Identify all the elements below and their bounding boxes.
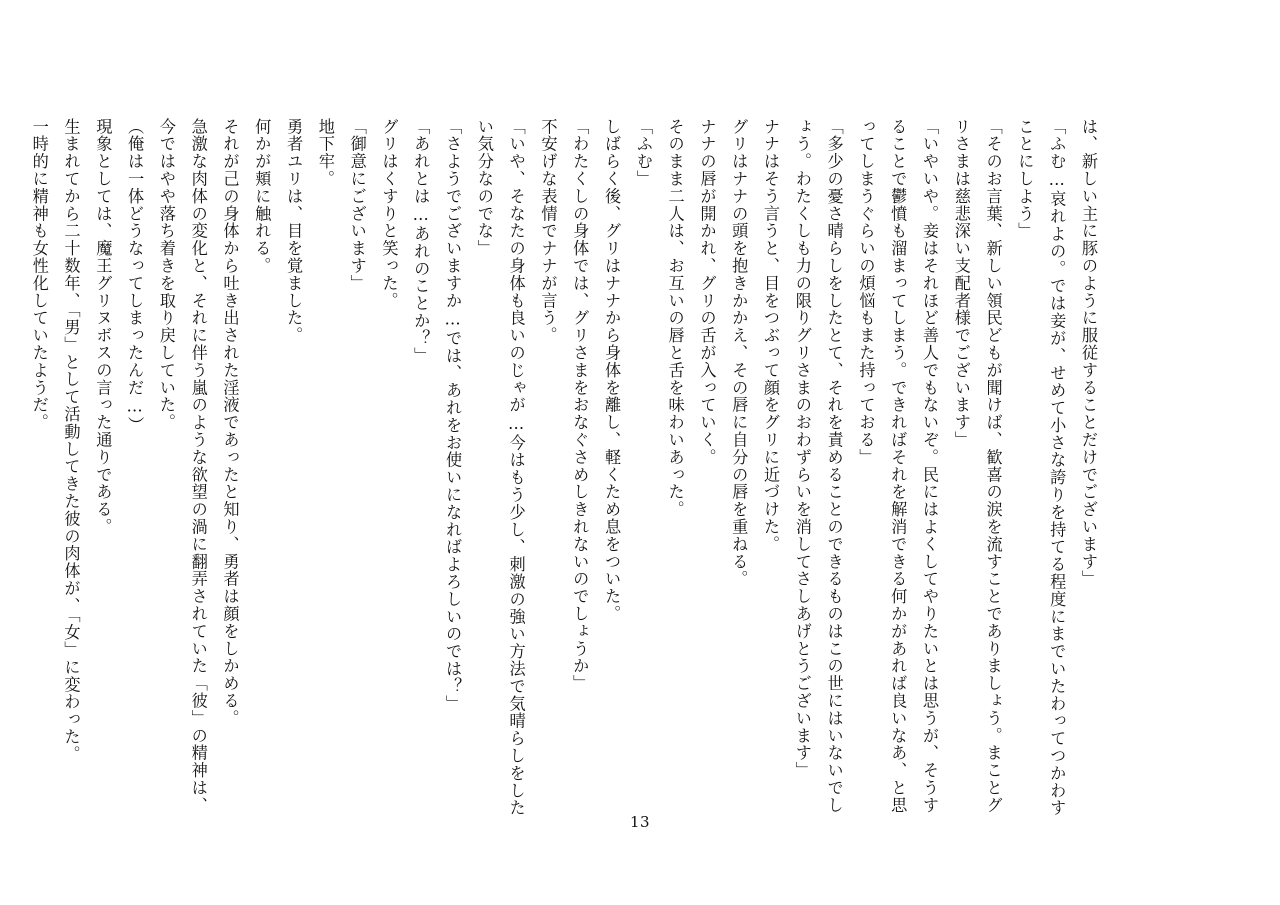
text-line: ことにしよう」 [1015,118,1035,240]
text-line: ナナの唇が開かれ、グリの舌が入っていく。 [697,118,717,466]
text-line: ってしまうぐらいの煩悩もまた持っておる」 [856,118,876,466]
text-line: 「そのお言葉、新しい領民どもが聞けば、歓喜の涙を流すことでありましょう。まことグ [983,118,1003,814]
text-line: 一時的に精神も女性化していたようだ。 [29,118,49,432]
text-line: 地下牢。 [315,118,335,188]
text-line: い気分なのでな」 [474,118,494,258]
text-line: 現象としては、魔王グリヌボスの言った通りである。 [93,118,113,536]
text-line: それが己の身体から吐き出された淫液であったと知り、勇者は顔をしかめる。 [220,118,240,727]
text-line: 生まれてから二十数年、「男」として活動してきた彼の肉体が、「女」に変わった。 [61,118,81,763]
text-line: 「さようでございますか…では、あれをお使いになればよろしいのでは？」 [443,118,463,713]
text-line: 今ではやや落ち着きを取り戻していた。 [156,118,176,432]
text-line: 「ふむ…哀れよの。では妾が、せめて小さな誇りを持てる程度にまでいたわってつかわす [1047,118,1067,817]
text-line: グリはくすりと笑った。 [379,118,399,310]
text-line: （俺は一体どうなってしまったんだ…） [125,118,145,434]
text-line: 「いや、そなたの身体も良いのじゃが…今はもう少し、刺激の強い方法で気晴らしをした [506,118,526,817]
text-line: ナナはそう言うと、目をつぶって顔をグリに近づけた。 [761,118,781,553]
text-line: そのまま二人は、お互いの唇と舌を味わいあった。 [665,118,685,519]
text-line: 「いやいや。妾はそれほど善人でもないぞ。民にはよくしてやりたいとは思うが、そうす [920,118,940,814]
text-line: しばらく後、グリはナナから身体を離し、軽くため息をついた。 [602,118,622,623]
text-line: 急激な肉体の変化と、それに伴う嵐のような欲望の渦に翻弄されていた「彼」の精神は、 [188,118,208,814]
text-line: リさまは慈悲深い支配者様でございます」 [951,118,971,449]
text-line: 「あれとは…あれのことか？」 [411,118,431,365]
text-line: グリはナナの頭を抱きかかえ、その唇に自分の唇を重ねる。 [729,118,749,588]
text-line: 何かが頬に触れる。 [252,118,272,275]
page-number: 13 [629,813,651,831]
text-line: 「多少の憂さ晴らしをしたとて、それを責めることのできるものはこの世にはいないでし [824,118,844,814]
text-line: 「わたくしの身体では、グリさまをおなぐさめしきれないのでしょうか」 [570,118,590,693]
text-line: 「御意にございます」 [347,118,367,292]
text-line: 不安げな表情でナナが言う。 [538,118,558,345]
text-line: は、新しい主に豚のように服従することだけでございます」 [1079,118,1098,588]
text-line: 勇者ユリは、目を覚ました。 [284,118,304,345]
text-line: 「ふむ」 [633,118,653,188]
text-line: ょう。わたくしも力の限りグリさまのおわずらいを消してさしあげとうございます」 [792,118,812,780]
text-line: ることで鬱憤も溜まってしまう。できればそれを解消できる何かがあれば良いなあ、と思 [888,118,908,814]
vertical-text-body [29,118,1104,817]
